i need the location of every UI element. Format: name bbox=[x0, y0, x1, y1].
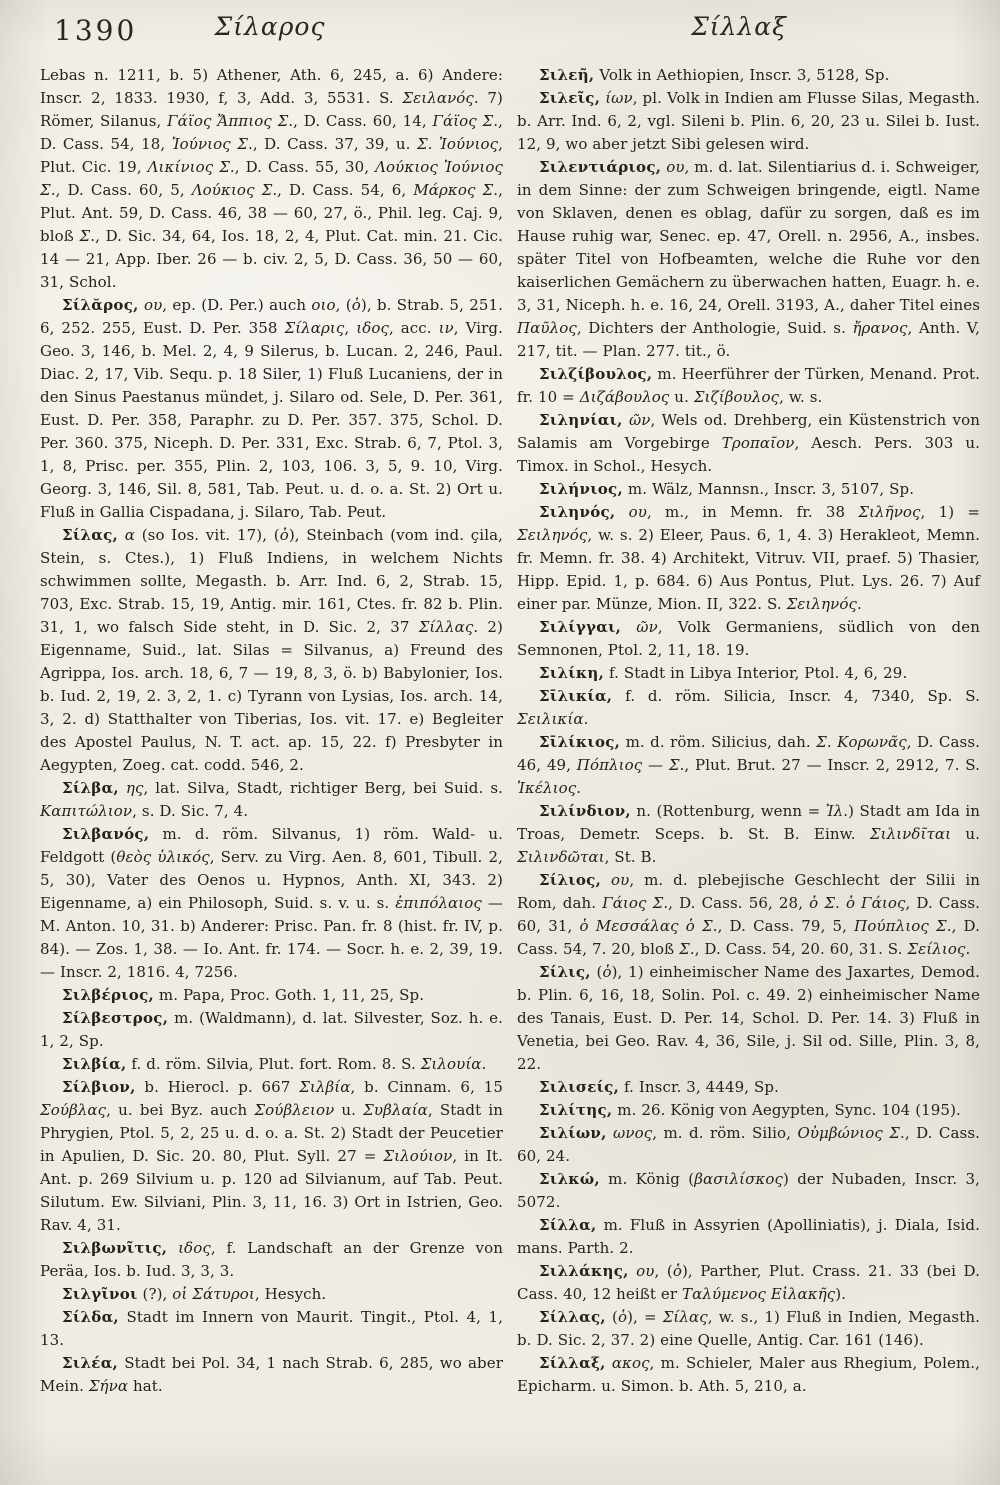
entry-headword: Σιλλάκης, bbox=[539, 1262, 629, 1280]
entry-headword: Σιληνίαι, bbox=[539, 411, 623, 429]
entry-headword: Σιλβωνῖτις, bbox=[62, 1239, 168, 1257]
text-columns bbox=[40, 64, 980, 1398]
entry-headword: Σιλβανός, bbox=[62, 825, 150, 843]
dictionary-entry: Σιλισείς, f. Inscr. 3, 4449, Sp. bbox=[539, 1078, 779, 1096]
entry-headword: Σίλας, bbox=[62, 526, 119, 544]
dictionary-entry: Σίλβιον, b. Hierocl. p. 667 Σιλβία, b. Cinnam. 6, 15 Σούβλας, u. bei Byz. auch Σούβλειον u. Συβλαία, Stadt in Phrygien, Ptol. 5, 2, 25 u. d. o. a. St. 2) Stadt der Peucetier in Apulien, D. Sic. 20. 80, Plut. Syll. 27 = Σιλούιον, in It. Ant. p. 269 Silvium u. p. 120 ad Silvianum, auf Tab. Peut. Silutum. Ew. Silviani, Plin. 3, 11, 16. 3) Ort in Istrien, Geo. Rav. 4, 31. bbox=[40, 1078, 504, 1234]
entry-headword: Σίλλας, bbox=[539, 1308, 606, 1326]
dictionary-entry: Σιλέα, Stadt bei Pol. 34, 1 nach Strab. 6, 285, wo aber Mein. Σήνα hat. bbox=[40, 1354, 503, 1395]
dictionary-entry: Σιλλάκης, ου, (ὁ), Parther, Plut. Crass. 21. 33 (bei D. Cass. 40, 12 heißt er Ταλύμενος Εἰλακῆς). bbox=[517, 1262, 980, 1303]
entry-headword: Σῑλίκιος, bbox=[539, 733, 621, 751]
entry-headword: Σιλκώ, bbox=[539, 1170, 600, 1188]
dictionary-entry: Σιλεῆ, Volk in Aethiopien, Inscr. 3, 5128, Sp. bbox=[539, 66, 890, 84]
dictionary-entry: Σιλκώ, m. König (βασιλίσκος) der Nubaden, Inscr. 3, 5072. bbox=[517, 1170, 980, 1211]
dictionary-entry: Σιλίνδιον, n. (Rottenburg, wenn = Ἰλ.) Stadt am Ida in Troas, Demetr. Sceps. b. St. B. Einw. Σιλινδῖται u. Σιλινδῶται, St. B. bbox=[517, 802, 981, 866]
page-number: 1390 bbox=[54, 14, 138, 47]
dictionary-entry: Σιλβέριος, m. Papa, Proc. Goth. 1, 11, 25, Sp. bbox=[62, 986, 425, 1004]
dictionary-entry: Σίλβεστρος, m. (Waldmann), d. lat. Silvester, Soz. h. e. 1, 2, Sp. bbox=[40, 1009, 503, 1050]
dictionary-entry: Σίλις, (ὁ), 1) einheimischer Name des Jaxartes, Demod. b. Plin. 6, 16, 18, Solin. Pol. c. 49. 2) einheimischer Name des Tanais, Eust. D. Per. 14, Schol. D. Per. 14. 3) Fluß in Venetia, bei Geo. Rav. 4, 36, Sile, j. Sil od. Sille, Plin. 3, 8, 22. bbox=[517, 963, 980, 1073]
dictionary-entry: Σιλίων, ωνος, m. d. röm. Silio, Οὐμβώνιος Σ., D. Cass. 60, 24. bbox=[517, 1124, 980, 1165]
dictionary-entry: Σιλζίβουλος, m. Heerführer der Türken, Menand. Prot. fr. 10 = Διζάβουλος u. Σιζίβουλος, w. s. bbox=[517, 365, 980, 406]
dictionary-entry: Σιλεντιάριος, ου, m. d. lat. Silentiarius d. i. Schweiger, in dem Sinne: der zum Schweigen bringende, eigtl. Name von Sklaven, denen es oblag, dafür zu sorgen, daß es im Hause ruhig war, Senec. ep. 47, Orell. n. 2956, A., insbes. später Titel von Hofbeamten, welche die Ruhe vor den kaiserlichen Gemächern zu überwachen hatten, Euagr. h. e. 3, 31, Niceph. h. e. 16, 24, Orell. 3193, A., daher Titel eines Παῦλος, Dichters der Anthologie, Suid. s. ἤρανος, Anth. V, 217, tit. — Plan. 277. tit., ö. bbox=[517, 158, 980, 360]
entry-headword: Σίλλαξ, bbox=[539, 1354, 606, 1372]
dictionary-entry: Σιλβανός, m. d. röm. Silvanus, 1) röm. Wald- u. Feldgott (θεὸς ὑλικός, Serv. zu Virg. Aen. 8, 601, Tibull. 2, 5, 30), Vater des Oenos u. Hypnos, Anth. XI, 343. 2) Eigenname, a) ein Philosoph, Suid. s. v. u. s. ἐπιπόλαιος — M. Anton. 10, 31. b) Anderer: Prisc. Pan. fr. 8 (hist. fr. IV, p. 84). — Zos. 1, 38. — Io. Ant. fr. 174. — Socr. h. e. 2, 39, 19. — Inscr. 2, 1816. 4, 7256. bbox=[40, 825, 503, 981]
dictionary-entry: Σιλήνιος, m. Wälz, Mannsn., Inscr. 3, 5107, Sp. bbox=[539, 480, 915, 498]
entry-headword: Σιλίνδιον, bbox=[539, 802, 631, 820]
running-head-left: Σίλαρος bbox=[214, 12, 326, 41]
dictionary-entry: Σιλίκη, f. Stadt in Libya Interior, Ptol. 4, 6, 29. bbox=[539, 664, 908, 682]
continuation-paragraph: Lebas n. 1211, b. 5) Athener, Ath. 6, 245, a. 6) Andere: Inscr. 2, 1833. 1930, f, 3, Add. 3, 5531. S. Σειλανός. 7) Römer, Silanus, Γάϊος Ἄππιος Σ., D. Cass. 60, 14, Γάϊος Σ., D. Cass. 54, 18, Ἰούνιος Σ., D. Cass. 37, 39, u. Σ. Ἰούνιος, Plut. Cic. 19, Λικίνιος Σ., D. Cass. 55, 30, Λούκιος Ἰούνιος Σ., D. Cass. 60, 5, Λούκιος Σ., D. Cass. 54, 6, Μάρκος Σ., Plut. Ant. 59, D. Cass. 46, 38 — 60, 27, ö., Phil. leg. Caj. 9, bloß Σ., D. Sic. 34, 64, Ios. 18, 2, 4, Plut. Cat. min. 21. Cic. 14 — 21, App. Iber. 26 — b. civ. 2, 5, D. Cass. 36, 50 — 60, 31, Schol. bbox=[40, 66, 504, 291]
entry-headword: Σιλήνιος, bbox=[539, 480, 624, 498]
entry-headword: Σίλᾰρος, bbox=[62, 296, 139, 314]
page-header bbox=[0, 8, 1000, 52]
dictionary-entry: Σίλιος, ου, m. d. plebejische Geschlecht der Silii in Rom, dah. Γάιος Σ., D. Cass. 56, 28, ὁ Σ. ὁ Γάιος, D. Cass. 60, 31, ὁ Μεσσάλας ὁ Σ., D. Cass. 79, 5, Πούπλιος Σ., D. Cass. 54, 7. 20, bloß Σ., D. Cass. 54, 20. 60, 31. S. Σείλιος. bbox=[517, 871, 980, 958]
entry-headword: Σιληνός, bbox=[539, 503, 616, 521]
dictionary-entry: Σῑλίκιος, m. d. röm. Silicius, dah. Σ. Κορωνᾶς, D. Cass. 46, 49, Πόπλιος — Σ., Plut. Brut. 27 — Inscr. 2, 2912, 7. S. Ἰκέλιος. bbox=[517, 733, 980, 797]
dictionary-entry: Σιληνίαι, ῶν, Wels od. Drehberg, ein Küstenstrich von Salamis am Vorgebirge Τροπαῖον, Aesch. Pers. 303 u. Timox. in Schol., Hesych. bbox=[517, 411, 980, 475]
dictionary-entry: Σίλᾰρος, ου, ep. (D. Per.) auch οιο, (ὁ), b. Strab. 5, 251. 6, 252. 255, Eust. D. Per. 358 Σίλαρις, ιδος, acc. ιν, Virg. Geo. 3, 146, b. Mel. 2, 4, 9 Silerus, b. Lucan. 2, 246, Paul. Diac. 2, 17, Vib. Sequ. p. 18 Siler, 1) Fluß Lucaniens, der in den Sinus Paestanus mündet, j. Silaro od. Sele, D. Per. 361, Eust. D. Per. 358, Paraphr. zu D. Per. 357. 375, Schol. D. Per. 360. 375, Niceph. D. Per. 331, Exc. Strab. 6, 7, Ptol. 3, 1, 8, Prisc. per. 355, Plin. 2, 103, 106. 3, 5, 9. 10, Virg. Georg. 3, 146, Sil. 8, 581, Tab. Peut. u. d. o. a. St. 2) Ort u. Fluß in Gallia Cispadana, j. Silaro, Tab. Peut. bbox=[40, 296, 504, 521]
dictionary-entry: Σίλας, α (so Ios. vit. 17), (ὁ), Steinbach (vom ind. çila, Stein, s. Ctes.), 1) Fluß Indiens, in welchem Nichts schwimmen sollte, Megasth. b. Arr. Ind. 6, 2, Strab. 15, 703, Exc. Strab. 15, 19, Antig. mir. 161, Ctes. fr. 82 b. Plin. 31, 1, wo falsch Side steht, in D. Sic. 2, 37 Σίλλας. 2) Eigenname, Suid., lat. Silas = Silvanus, a) Freund des Agrippa, Ios. arch. 18, 6, 7 — 19, 8, 3, ö. b) Babylonier, Ios. b. Iud. 2, 19, 2. 3, 2, 1. c) Tyrann von Lysias, Ios. arch. 14, 3, 2. d) Statthalter von Tiberias, Ios. vit. 17. e) Begleiter des Apostel Paulus, N. T. act. ap. 15, 22. f) Presbyter in Aegypten, Zoeg. cat. codd. 546, 2. bbox=[40, 526, 503, 774]
entry-headword: Σιλβέριος, bbox=[62, 986, 155, 1004]
dictionary-entry: Σιλίγγαι, ῶν, Volk Germaniens, südlich von den Semnonen, Ptol. 2, 11, 18. 19. bbox=[517, 618, 980, 659]
entry-headword: Σίλιος, bbox=[539, 871, 602, 889]
entry-headword: Σιλισείς, bbox=[539, 1078, 620, 1096]
entry-headword: Σίλλα, bbox=[539, 1216, 597, 1234]
dictionary-entry: Σιλεῖς, ίων, pl. Volk in Indien am Flusse Silas, Megasth. b. Arr. Ind. 6, 2, vgl. Sileni b. Plin. 6, 20, 23 u. Silei b. Iust. 12, 9, wo aber jetzt Sibi gelesen wird. bbox=[517, 89, 980, 153]
entry-headword: Σιλεντιάριος, bbox=[539, 158, 662, 176]
running-head-right: Σίλλαξ bbox=[691, 12, 787, 41]
dictionary-entry: Σιλβία, f. d. röm. Silvia, Plut. fort. Rom. 8. S. Σιλουία. bbox=[62, 1055, 487, 1073]
entry-headword: Σίλδα, bbox=[62, 1308, 119, 1326]
entry-headword: Σιλεῆ, bbox=[539, 66, 595, 84]
entry-headword: Σιλβία, bbox=[62, 1055, 127, 1073]
entry-headword: Σίλβα, bbox=[62, 779, 119, 797]
dictionary-entry: Σίλλας, (ὁ), = Σίλας, w. s., 1) Fluß in Indien, Megasth. b. D. Sic. 2, 37. 2) eine Quelle, Antig. Car. 161 (146). bbox=[517, 1308, 980, 1349]
entry-headword: Σιλίτης, bbox=[539, 1101, 613, 1119]
entry-headword: Σίλις, bbox=[539, 963, 591, 981]
dictionary-entry: Σίλλαξ, ακος, m. Schieler, Maler aus Rhegium, Polem., Epicharm. u. Simon. b. Ath. 5, 210, a. bbox=[517, 1354, 980, 1395]
dictionary-entry: Σίλλα, m. Fluß in Assyrien (Apolliniatis), j. Diala, Isid. mans. Parth. 2. bbox=[517, 1216, 980, 1257]
dictionary-entry: Σῑλικία, f. d. röm. Silicia, Inscr. 4, 7340, Sp. S. Σειλικία. bbox=[517, 687, 980, 728]
right-column bbox=[517, 64, 980, 1398]
dictionary-entry: Σιλβωνῖτις, ιδος, f. Landschaft an der Grenze von Peräa, Ios. b. Iud. 3, 3, 3. bbox=[40, 1239, 503, 1280]
dictionary-entry: Σιληνός, ου, m., in Memn. fr. 38 Σιλῆνος, 1) = Σειληνός, w. s. 2) Eleer, Paus. 6, 1, 4. 3) Herakleot, Memn. fr. Memn. fr. 38. 4) Architekt, Vitruv. VII, praef. 5) Thasier, Hipp. Epid. 1, p. 684. 6) Aus Pontus, Plut. Lys. 26. 7) Auf einer par. Münze, Mion. II, 322. S. Σειληνός. bbox=[517, 503, 980, 613]
entry-headword: Σίλβιον, bbox=[62, 1078, 136, 1096]
entry-headword: Σιλίκη, bbox=[539, 664, 605, 682]
entry-headword: Σιλίων, bbox=[539, 1124, 607, 1142]
entry-headword: Σιλέα, bbox=[62, 1354, 119, 1372]
entry-headword: Σιλεῖς, bbox=[539, 89, 601, 107]
dictionary-entry: Σίλβα, ης, lat. Silva, Stadt, richtiger Berg, bei Suid. s. Καπιτώλιον, s. D. Sic. 7, 4. bbox=[40, 779, 503, 820]
entry-headword: Σιλγῖνοι bbox=[62, 1285, 138, 1303]
entry-headword: Σιλίγγαι, bbox=[539, 618, 622, 636]
left-column bbox=[40, 64, 503, 1398]
entry-headword: Σίλβεστρος, bbox=[62, 1009, 169, 1027]
dictionary-entry: Σίλδα, Stadt im Innern von Maurit. Tingit., Ptol. 4, 1, 13. bbox=[40, 1308, 503, 1349]
dictionary-entry: Σιλίτης, m. 26. König von Aegypten, Sync. 104 (195). bbox=[539, 1101, 961, 1119]
entry-headword: Σῑλικία, bbox=[539, 687, 613, 705]
entry-headword: Σιλζίβουλος, bbox=[539, 365, 653, 383]
dictionary-entry: Σιλγῖνοι (?), οἱ Σάτυροι, Hesych. bbox=[62, 1285, 327, 1303]
